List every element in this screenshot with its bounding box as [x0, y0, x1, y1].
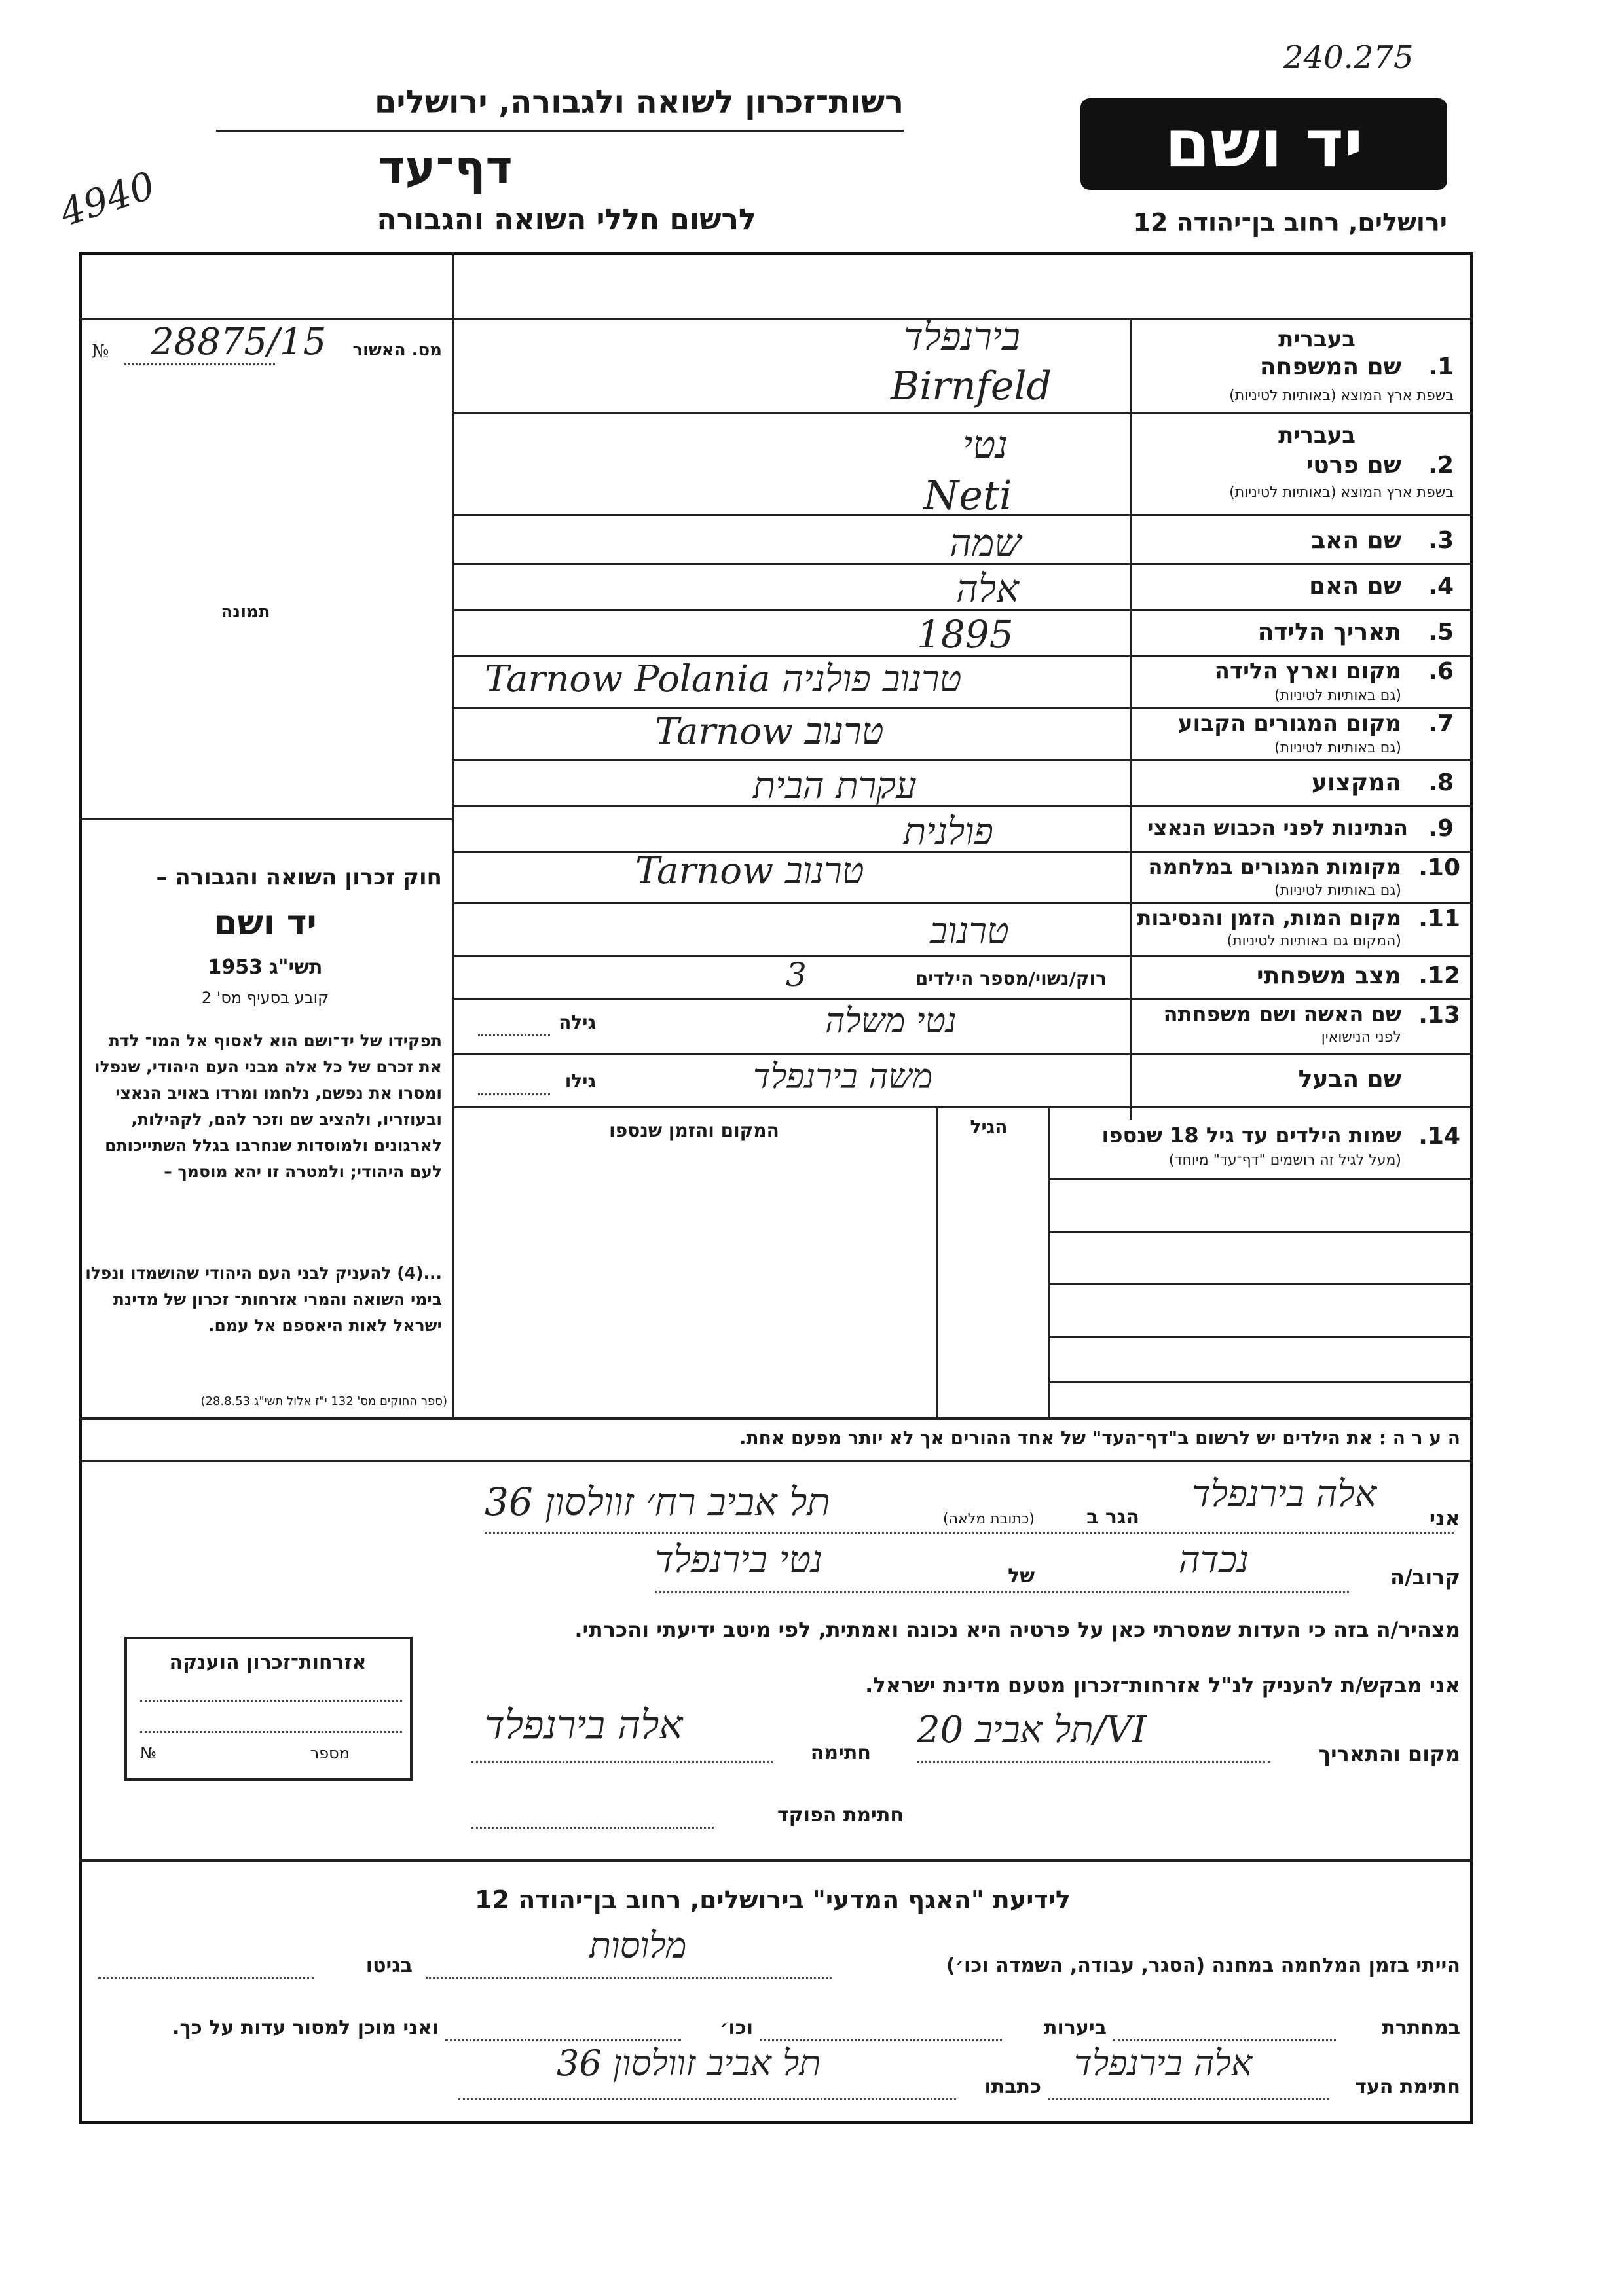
relative-label: קרוב/ה — [1390, 1565, 1460, 1590]
declaration-statement: מצהיר/ה בזה כי העדות שמסרתי כאן על פרטיה היא נכונה ואמתית, לפי מיטב ידיעתי והכרתי. — [574, 1617, 1460, 1642]
signature-label: חתימה — [810, 1741, 871, 1764]
witness-address-value: תל אביב זוולסון 36 — [557, 2043, 821, 2084]
of-person-value: נטי בירנפלד — [655, 1539, 823, 1581]
etc-label: וכו׳ — [720, 2016, 753, 2039]
law-year: תשי"ג 1953 — [208, 956, 323, 979]
husband-name-value: משה בירנפלד — [753, 1057, 933, 1097]
birth-place-value: Tarnow Polania טרנוב פולניה — [485, 658, 962, 701]
declaration-request: אני מבקש/ת להעניק לנ"ל אזרחות־זכרון מטעם מדינת ישראל. — [865, 1673, 1460, 1698]
yad-vashem-logo — [1080, 98, 1447, 190]
declarant-name-value: אלה בירנפלד — [1192, 1473, 1377, 1516]
approval-number-sign: № — [92, 340, 109, 362]
field-9-number: 9. — [1428, 815, 1454, 842]
underground-label: במחתרת — [1382, 2016, 1460, 2039]
children-col-age: הגיל — [970, 1116, 1008, 1138]
first-name-hebrew-value: נטי — [963, 422, 1008, 467]
field-husband-name-label: שם הבעל — [1298, 1066, 1401, 1093]
approval-number: 28875/15 — [151, 321, 327, 363]
field-profession-label: המקצוע — [1311, 769, 1401, 796]
field-14-number: 14. — [1418, 1123, 1460, 1150]
logo-text: יד ושם — [1164, 105, 1363, 182]
ghetto-label: בגיטו — [365, 1954, 413, 1977]
officer-signature-label: חתימת הפוקד — [777, 1804, 904, 1827]
field-3-number: 3. — [1428, 527, 1454, 554]
field-wife-name-label: שם האשה ושם משפחתה — [1163, 1002, 1401, 1027]
children-note: ה ע ר ה : את הילדים יש לרשום ב"דף־העד" של אחד ההורים אך לא יותר מפעם אחת. — [739, 1427, 1460, 1449]
field-first-name-label: שם פרטי — [1306, 452, 1401, 479]
field-marital-status-label: מצב משפחתי — [1257, 962, 1401, 989]
first-name-latin-value: Neti — [923, 471, 1012, 519]
field-death-place-sub: (המקום גם באותיות לטיניות) — [1227, 933, 1401, 949]
certificate-number-sign: № — [140, 1744, 157, 1762]
war-residence-value: Tarnow טרנוב — [635, 850, 864, 892]
field-war-residence-label: מקומות המגורים במלחמה — [1148, 854, 1401, 879]
field-wife-name-sub: לפני הנישואין — [1321, 1029, 1401, 1046]
death-place-value: טרנוב — [930, 910, 1009, 953]
law-citation: (ספר החוקים מס' 132 י"ז אלול תשי"ג 28.8.53) — [200, 1394, 447, 1408]
residence-value: Tarnow טרנוב — [655, 710, 884, 753]
law-title: חוק זכרון השואה והגבורה – — [156, 864, 442, 890]
witness-address-label: כתבתו — [984, 2075, 1041, 2098]
archive-corner-number: 240.275 — [1283, 39, 1414, 76]
memorial-citizenship-title: אזרחות־זכרון הוענקה — [169, 1651, 367, 1674]
of-label: של — [1008, 1565, 1035, 1588]
forests-label: ביערות — [1044, 2016, 1107, 2039]
field-7-number: 7. — [1428, 710, 1454, 737]
place-date-label: מקום והתאריך — [1318, 1741, 1460, 1766]
field-mother-name-label: שם האם — [1309, 573, 1401, 600]
family-name-hebrew-value: בירנפלד — [904, 314, 1020, 359]
field-10-number: 10. — [1418, 854, 1460, 881]
residing-label: הגר ב — [1086, 1506, 1139, 1529]
field-birth-place-sub: (גם באותיות לטיניות) — [1274, 687, 1401, 704]
address-line: ירושלים, רחוב בן־יהודה 12 — [1133, 208, 1447, 237]
residing-sub: (כתובת מלאה) — [943, 1511, 1035, 1527]
wife-name-value: נטי משלה — [825, 1002, 957, 1041]
willing-label: ואני מוכן למסור עדות על כך. — [172, 2016, 439, 2039]
archive-margin-number: 4940 — [54, 162, 160, 236]
camp-label: הייתי בזמן המלחמה במחנה (הסגר, עבודה, השמדה וכו׳) — [946, 1954, 1460, 1977]
field-1-number: 1. — [1428, 354, 1454, 380]
field-2-number: 2. — [1428, 452, 1454, 479]
field-nationality-label: הנתינות לפני הכבוש הנאצי — [1147, 815, 1408, 840]
children-col-place: המקום והזמן שנספו — [609, 1120, 779, 1141]
law-clause: קובע בסעיף מס' 2 — [201, 989, 329, 1007]
field-birth-date-label: תאריך הלידה — [1257, 619, 1401, 646]
law-paragraph-2: ...(4) להעניק לבני העם היהודי שהושמדו ונפלו בימי השואה והמרי אזרחות־ זכרון של מדינת ישראל לאות היאספם אל עמם. — [85, 1264, 442, 1335]
field-children-sub: (מעל לגיל זה רושמים "דף־עד" מיוחד) — [1168, 1152, 1401, 1169]
law-name: יד ושם — [213, 903, 317, 943]
field-6-number: 6. — [1428, 658, 1454, 685]
in-hebrew-label-1: בעברית — [1278, 326, 1356, 352]
father-name-value: שמה — [950, 520, 1022, 565]
place-date-value: תל אביב 20/VI — [917, 1709, 1147, 1751]
field-13-number: 13. — [1418, 1002, 1460, 1029]
field-4-number: 4. — [1428, 573, 1454, 600]
law-paragraph-1: תפקידו של יד־ושם הוא לאסוף אל המו־ לדת את זכרם של כל אלה מבני העם היהודי, שנפלו ומסרו את נפשם, נלחמו ומרדו באויב הנאצי ובעוזריו, ולהציב שם וזכר להם, לקהילות, לארגונים ולמוסדות שנחרבו בגלל השתייכותם לעם היהודי; ולמטרה זו יהא מוסמך – — [94, 1031, 442, 1181]
in-hebrew-label-2: בעברית — [1278, 422, 1356, 448]
family-name-latin-value: Birnfeld — [891, 363, 1052, 409]
witness-signature-label: חתימת העד — [1355, 2075, 1460, 2098]
field-11-number: 11. — [1418, 905, 1460, 932]
declarant-address-value: תל אביב רח׳ זוולסון 36 — [485, 1480, 830, 1524]
camp-value: מלוסות — [589, 1925, 687, 1966]
birth-date-value: 1895 — [917, 612, 1014, 657]
form-title: דף־עד — [378, 141, 513, 194]
field-birth-place-label: מקום וארץ הלידה — [1214, 658, 1401, 684]
approval-label: מס. האשור — [352, 340, 442, 360]
relation-value: נכדה — [1179, 1539, 1249, 1581]
field-war-residence-sub: (גם באותיות לטיניות) — [1274, 883, 1401, 899]
field-father-name-label: שם האב — [1311, 527, 1401, 554]
field-family-name-label: שם המשפחה — [1259, 354, 1401, 380]
nationality-value: פולנית — [904, 811, 993, 853]
field-death-place-label: מקום המות, הזמן והנסיבות — [1137, 905, 1401, 930]
declarant-label: אני — [1429, 1506, 1460, 1531]
field-8-number: 8. — [1428, 769, 1454, 796]
memorial-citizenship-box — [124, 1637, 413, 1781]
certificate-number-label: מספר — [310, 1744, 350, 1762]
authority-name: רשות־זכרון לשואה ולגבורה, ירושלים — [374, 84, 904, 120]
field-first-name-sub: בשפת ארץ המוצא (באותיות לטיניות) — [1229, 484, 1454, 501]
field-family-name-sub: בשפת ארץ המוצא (באותיות לטיניות) — [1229, 388, 1454, 404]
mother-name-value: אלה — [956, 566, 1019, 611]
field-5-number: 5. — [1428, 619, 1454, 646]
form-subtitle: לרשום חללי השואה והגבורה — [377, 203, 756, 236]
children-count-value: 3 — [786, 956, 807, 994]
marital-status-options: רוק/נשוי/מספר הילדים — [915, 968, 1107, 989]
field-children-label: שמות הילדים עד גיל 18 שנספו — [1101, 1123, 1401, 1148]
footer-heading: לידיעת "האגף המדעי" בירושלים, רחוב בן־יהודה 12 — [475, 1886, 1071, 1914]
field-residence-label: מקום המגורים הקבוע — [1177, 710, 1401, 737]
wife-age-label: גילה — [559, 1011, 596, 1033]
photo-label: תמונה — [221, 602, 270, 622]
field-12-number: 12. — [1418, 962, 1460, 989]
husband-age-label: גילו — [564, 1070, 596, 1092]
field-residence-sub: (גם באותיות לטיניות) — [1274, 740, 1401, 756]
profession-value: עקרת הבית — [753, 765, 917, 807]
signature-value: אלה בירנפלד — [485, 1702, 683, 1748]
witness-signature-value: אלה בירנפלד — [1074, 2043, 1253, 2084]
